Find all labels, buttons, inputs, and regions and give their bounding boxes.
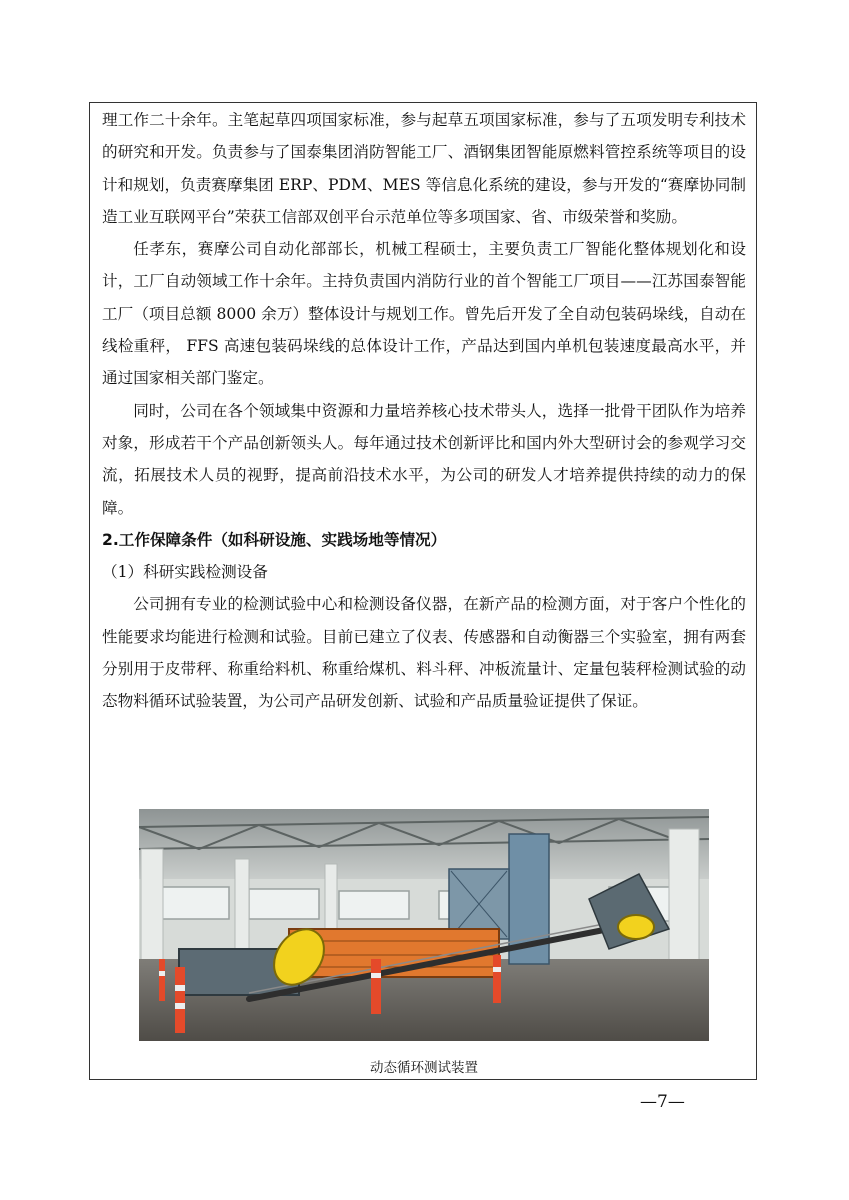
paragraph-2: 任孝东，赛摩公司自动化部部长，机械工程硕士，主要负责工厂智能化整体规划化和设计，工厂自动领域工作十余年。主持负责国内消防行业的首个智能工厂项目——江苏国泰智能工厂（项目总额 8000 余万）整体设计与规划工作。曾先后开发了全自动包装码垛线，自动在线检重秤， FFS 高速包装码垛线的总体设计工作，产品达到国内单机包装速度最高水平，并通过国家相关部门鉴定。: [102, 240, 746, 388]
figure-caption: 动态循环测试装置: [370, 1060, 478, 1076]
section-heading: 2.工作保障条件（如科研设施、实践场地等情况）: [102, 530, 447, 549]
text-body: [102, 103, 746, 718]
paragraph-1: 理工作二十余年。主笔起草四项国家标准，参与起草五项国家标准，参与了五项发明专利技术的研究和开发。负责参与了国泰集团消防智能工厂、酒钢集团智能原燃料管控系统等项目的设计和规划，负责赛摩集团 ERP、PDM、MES 等信息化系统的建设，参与开发的“赛摩协同制造工业互联网平台”荣获工信部双创平台示范单位等多项国家、省、市级荣誉和奖励。: [102, 111, 746, 226]
paragraph-3: 同时，公司在各个领域集中资源和力量培养核心技术带头人，选择一批骨干团队作为培养对象，形成若干个产品创新领头人。每年通过技术创新评比和国内外大型研讨会的参观学习交流，拓展技术人员的视野，提高前沿技术水平，为公司的研发人才培养提供持续的动力的保障。: [102, 401, 746, 517]
content-frame: [89, 102, 757, 1080]
paragraph-4: 公司拥有专业的检测试验中心和检测设备仪器，在新产品的检测方面，对于客户个性化的性能要求均能进行检测和试验。目前已建立了仪表、传感器和自动衡器三个实验室，拥有两套分别用于皮带秤、称重给料机、称重给煤机、料斗秤、冲板流量计、定量包装秤检测试验的动态物料循环试验装置，为公司产品研发创新、试验和产品质量验证提供了保证。: [102, 595, 746, 711]
equipment-photo: [139, 809, 709, 1041]
factory-floor-illustration: [139, 809, 709, 1041]
subsection-heading: （1）科研实践检测设备: [102, 563, 268, 582]
page-number: —7—: [640, 1092, 685, 1112]
